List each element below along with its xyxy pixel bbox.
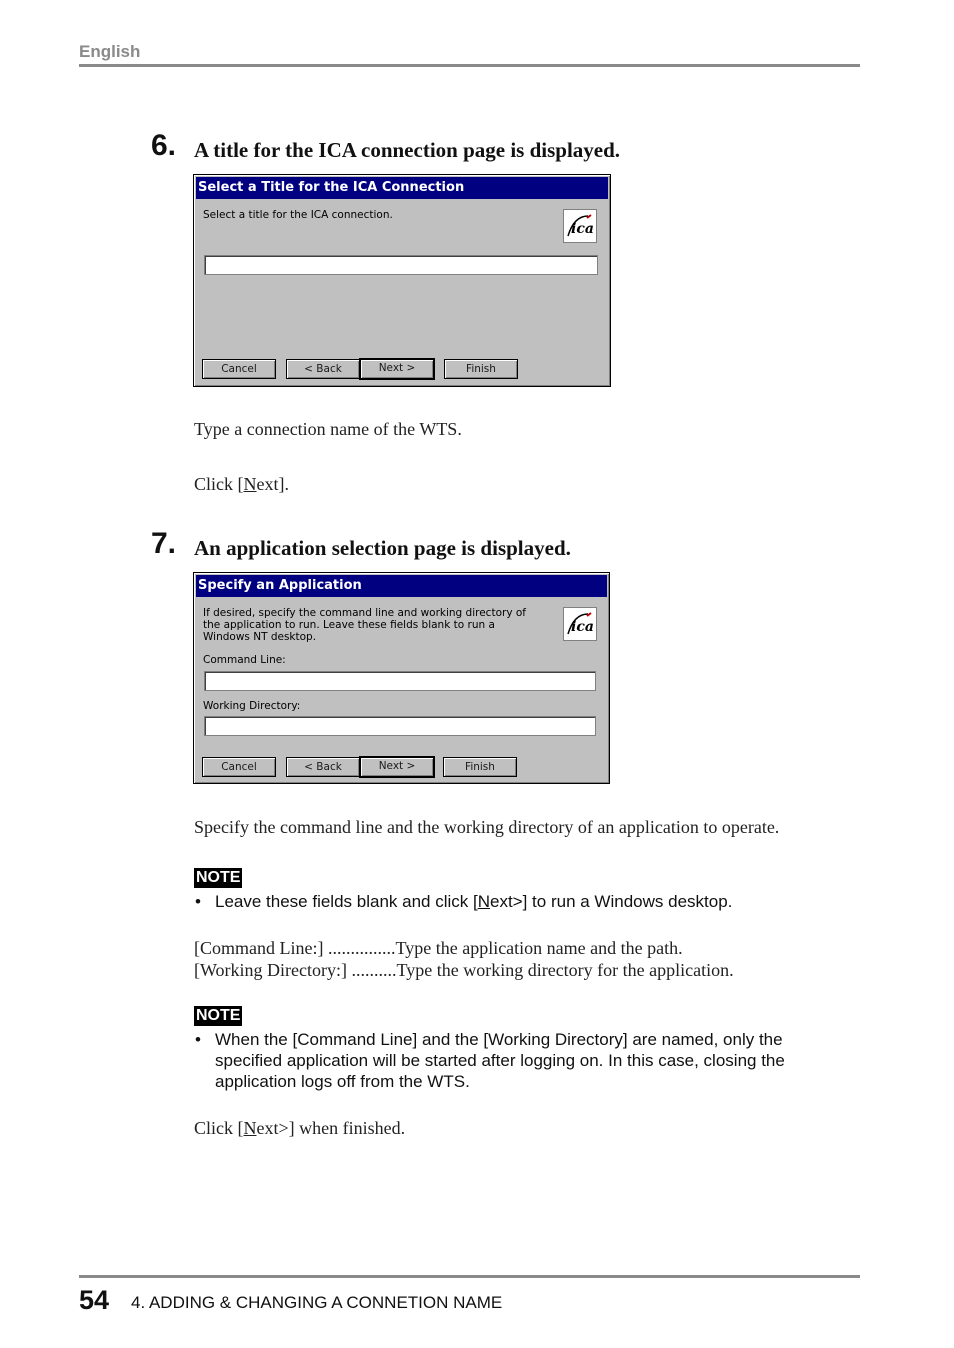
step-7-number: 7. [151, 527, 177, 560]
definition-desc: Type the application name and the path. [395, 938, 683, 958]
definition-command-line [194, 938, 683, 959]
step-6-click-next: Click [Next]. [194, 474, 289, 494]
dialog-title-bar: Select a Title for the ICA Connection [196, 177, 608, 199]
bullet-icon: • [195, 892, 201, 911]
note-2-text: • When the [Command Line] and the [Working Directory] are named, only the specified application will be started after logging on. In this case, closing the application logs off from the WTS. [195, 1030, 785, 1091]
command-line-label: Command Line: [203, 654, 286, 666]
step-7-instruction: Specify the command line and the working directory of an application to operate. [194, 817, 780, 837]
ica-logo-icon [563, 209, 597, 243]
back-button[interactable]: < Back [286, 757, 360, 777]
finish-button[interactable]: Finish [443, 757, 517, 777]
next-button[interactable]: Next > [359, 358, 435, 380]
definition-term: [Working Directory:] .......... [194, 960, 397, 980]
finish-button[interactable]: Finish [444, 359, 518, 379]
step-7-click-next: Click [Next>] when finished. [194, 1118, 406, 1138]
step-7-title: An application selection page is displayed. [194, 536, 571, 560]
dialog-prompt: If desired, specify the command line and working directory of the application to run. Leave these fields blank to run a Windows NT desktop. [203, 607, 526, 643]
cancel-button[interactable]: Cancel [202, 757, 276, 777]
ica-logo-icon [563, 607, 597, 641]
dialog-prompt: Select a title for the ICA connection. [203, 209, 393, 221]
dialog-title-bar: Specify an Application [196, 575, 607, 597]
specify-application-dialog [193, 572, 610, 784]
footer-rule [79, 1275, 860, 1278]
section-title: 4. ADDING & CHANGING A CONNETION NAME [131, 1293, 503, 1312]
svg-text:ica: ica [571, 619, 594, 635]
ica-title-dialog [193, 174, 611, 387]
working-directory-label: Working Directory: [203, 700, 301, 712]
definition-working-directory [194, 960, 734, 981]
definition-term: [Command Line:] ............... [194, 938, 396, 958]
cancel-button[interactable]: Cancel [202, 359, 276, 379]
header-language: English [79, 42, 141, 61]
note-badge: NOTE [196, 869, 241, 886]
connection-title-input[interactable] [204, 255, 598, 275]
page-number: 54 [79, 1285, 110, 1315]
working-directory-input[interactable] [204, 716, 596, 736]
header-rule [79, 64, 860, 67]
back-button[interactable]: < Back [286, 359, 360, 379]
step-6-instruction: Type a connection name of the WTS. [194, 419, 462, 439]
command-line-input[interactable] [204, 671, 596, 691]
definition-desc: Type the working directory for the application. [396, 960, 734, 980]
svg-text:ica: ica [571, 221, 594, 237]
next-button[interactable]: Next > [359, 756, 435, 778]
step-6-number: 6. [151, 129, 177, 162]
bullet-icon: • [195, 1030, 201, 1049]
step-6-title: A title for the ICA connection page is displayed. [194, 138, 621, 162]
note-1-text: • Leave these fields blank and click [Next>] to run a Windows desktop. [195, 892, 733, 911]
note-badge: NOTE [196, 1007, 241, 1024]
